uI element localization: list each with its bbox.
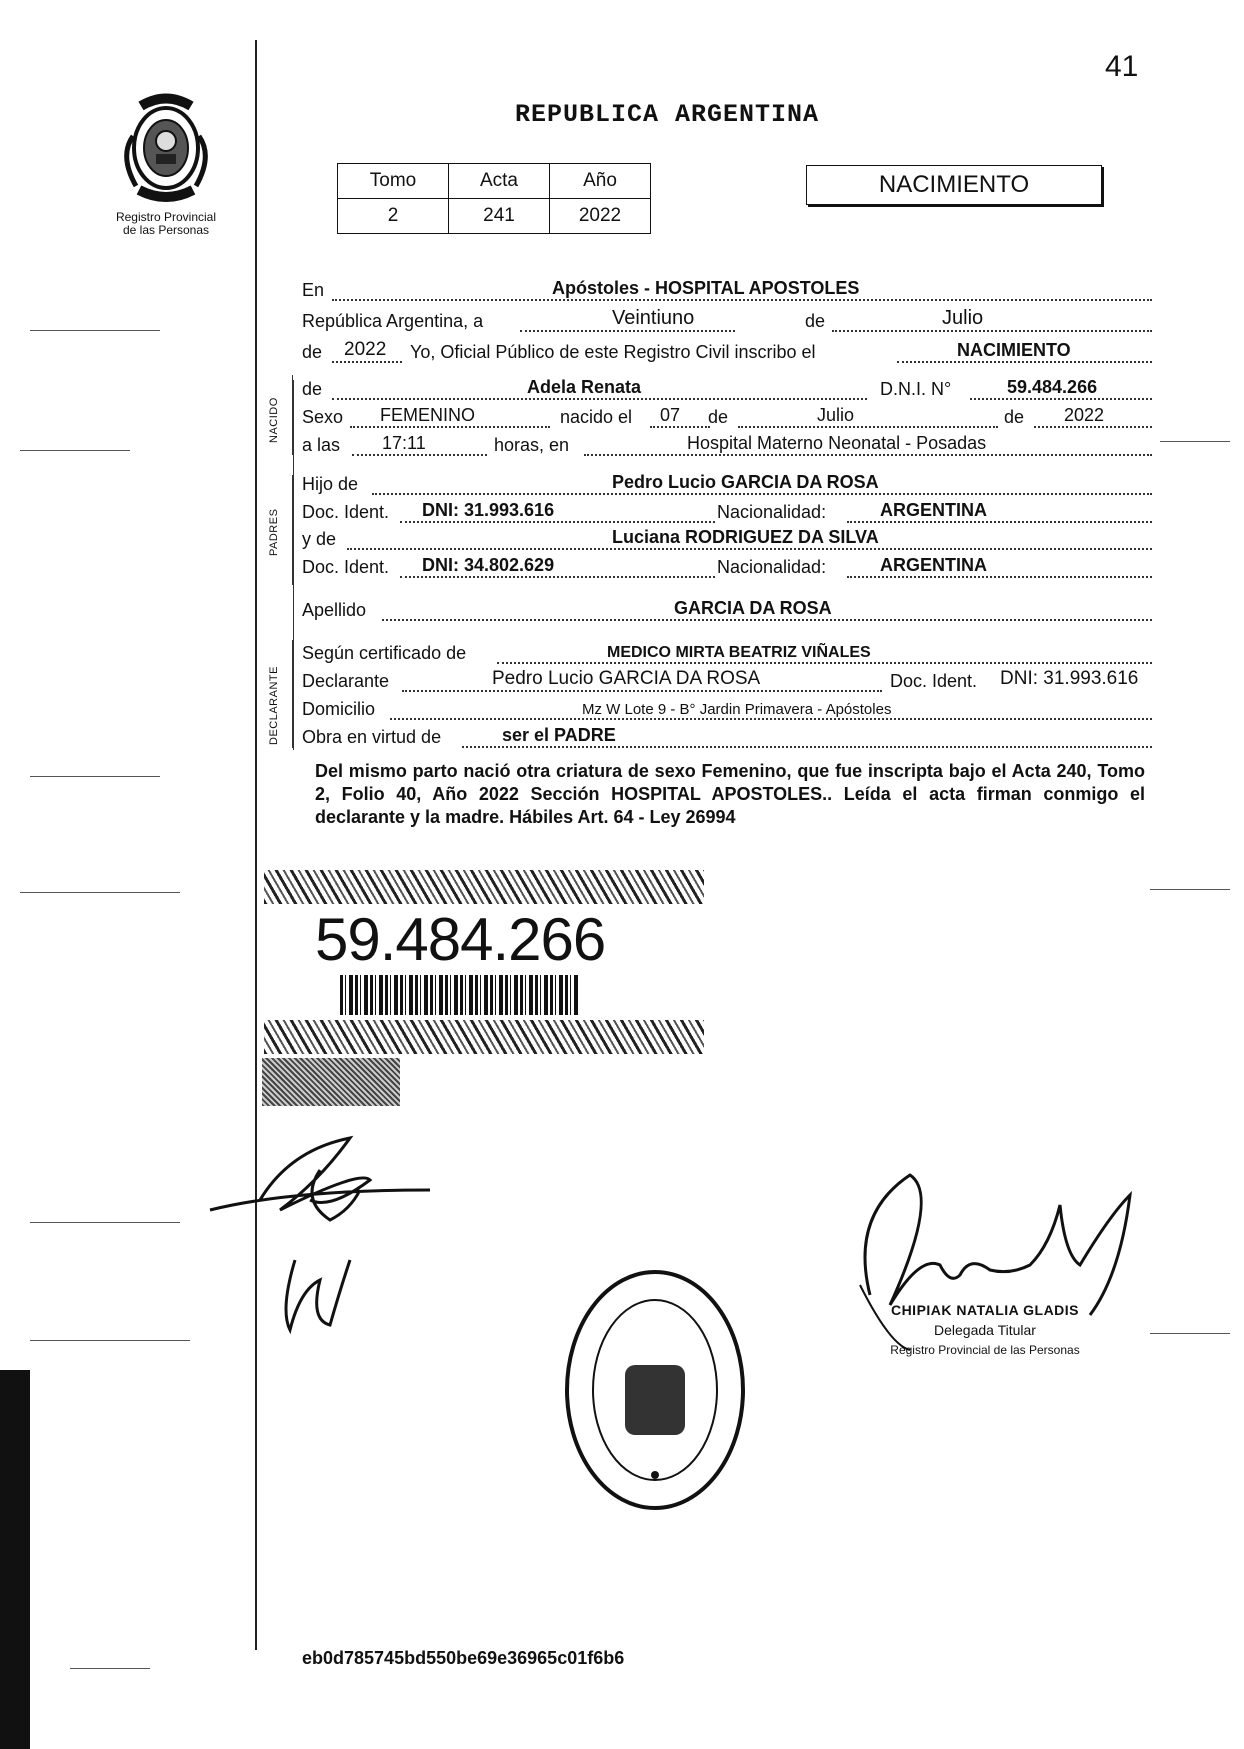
value-birth-place: Hospital Materno Neonatal - Posadas bbox=[687, 433, 987, 453]
value-declarant: Pedro Lucio GARCIA DA ROSA bbox=[492, 668, 761, 689]
side-label-declarante: DECLARANTE bbox=[268, 666, 280, 745]
margin-mark bbox=[30, 1222, 180, 1223]
margin-mark bbox=[1150, 1333, 1230, 1334]
value-dni: 59.484.266 bbox=[1007, 377, 1098, 397]
row-surname bbox=[302, 593, 1152, 625]
margin-mark bbox=[70, 1668, 150, 1669]
value-year: 2022 bbox=[344, 339, 387, 360]
label-declarante: Declarante bbox=[302, 671, 390, 691]
side-label-nacido: NACIDO bbox=[268, 397, 280, 443]
bracket-declarant bbox=[292, 640, 293, 748]
value-certificate: MEDICO MIRTA BEATRIZ VIÑALES bbox=[607, 644, 871, 661]
statement-text: Yo, Oficial Público de este Registro Civil inscribo el bbox=[410, 342, 816, 362]
row-year-statement bbox=[302, 335, 1152, 367]
value-father: Pedro Lucio GARCIA DA ROSA bbox=[612, 472, 879, 492]
label-nac-mother: Nacionalidad: bbox=[717, 557, 827, 577]
seal-stamp-icon bbox=[560, 1265, 750, 1515]
value-location: Apóstoles - HOSPITAL APOSTOLES bbox=[552, 278, 860, 298]
bracket-born bbox=[292, 375, 293, 455]
table-value-acta: 241 bbox=[449, 199, 550, 234]
official-org: Registro Provincial de las Personas bbox=[890, 1343, 1080, 1357]
dni-number-print: 59.484.266 bbox=[315, 906, 606, 973]
label-en: En bbox=[302, 280, 325, 300]
label-nacido: nacido el bbox=[560, 407, 633, 427]
value-father-doc: DNI: 31.993.616 bbox=[422, 500, 555, 520]
row-date-registration bbox=[302, 304, 1152, 336]
official-name: CHIPIAK NATALIA GLADIS bbox=[890, 1302, 1080, 1318]
row-time-place bbox=[302, 428, 1152, 460]
margin-mark bbox=[30, 1340, 190, 1341]
scan-edge bbox=[0, 1370, 30, 1749]
row-capacity bbox=[302, 720, 1152, 752]
section-rule bbox=[293, 380, 294, 750]
value-mother: Luciana RODRIGUEZ DA SILVA bbox=[612, 527, 879, 547]
value-name: Adela Renata bbox=[527, 377, 642, 397]
label-certificado: Según certificado de bbox=[302, 643, 467, 663]
label-horas: horas, en bbox=[494, 435, 570, 455]
label-dni: D.N.I. N° bbox=[880, 379, 952, 399]
margin-mark bbox=[20, 450, 130, 451]
value-mother-doc: DNI: 34.802.629 bbox=[422, 555, 555, 575]
value-declarant-doc: DNI: 31.993.616 bbox=[1000, 668, 1139, 689]
page-number: 41 bbox=[1105, 50, 1139, 83]
value-capacity: ser el PADRE bbox=[502, 725, 616, 745]
label-de-year: de bbox=[302, 342, 323, 362]
label-republica: República Argentina, a bbox=[302, 311, 484, 331]
table-value-ano: 2022 bbox=[550, 199, 651, 234]
label-domicilio: Domicilio bbox=[302, 699, 376, 719]
margin-mark bbox=[1160, 441, 1230, 442]
value-inscribe: NACIMIENTO bbox=[957, 340, 1071, 360]
margin-mark bbox=[30, 776, 160, 777]
record-type-box: NACIMIENTO bbox=[806, 165, 1102, 205]
table-header-ano: Año bbox=[550, 164, 651, 199]
official-block bbox=[870, 1300, 1100, 1360]
label-de-name: de bbox=[302, 379, 323, 399]
label-obra: Obra en virtud de bbox=[302, 727, 442, 747]
label-de-birth: de bbox=[708, 407, 729, 427]
additional-note: Del mismo parto nació otra criatura de sexo Femenino, que fue inscripta bajo el Acta 240, Tomo 2, Folio 40, Año 2022 Sección HOSPITAL APOSTOLES.. Leída el acta firman conmigo el declarante y la madre. Hábiles Art. 64 - Ley 26994 bbox=[315, 761, 1145, 827]
label-doc-mother: Doc. Ident. bbox=[302, 557, 390, 577]
label-alas: a las bbox=[302, 435, 341, 455]
document-title: REPUBLICA ARGENTINA bbox=[514, 100, 820, 129]
bracket-parents bbox=[292, 475, 293, 585]
margin-mark bbox=[1150, 889, 1230, 890]
value-surname: GARCIA DA ROSA bbox=[674, 598, 832, 618]
value-address: Mz W Lote 9 - B° Jardin Primavera - Apóstoles bbox=[582, 701, 892, 718]
value-time: 17:11 bbox=[382, 433, 426, 453]
label-yde: y de bbox=[302, 529, 337, 549]
value-day: Veintiuno bbox=[612, 307, 695, 329]
value-father-nationality: ARGENTINA bbox=[880, 500, 987, 520]
declarant-signature bbox=[200, 1130, 460, 1340]
table-header-acta: Acta bbox=[449, 164, 550, 199]
official-role: Delegada Titular bbox=[934, 1322, 1036, 1338]
label-declarante-doc: Doc. Ident. bbox=[890, 671, 978, 691]
logo-caption-line1: Registro Provincial bbox=[115, 210, 217, 224]
value-sexo: FEMENINO bbox=[380, 405, 476, 425]
value-birth-day: 07 bbox=[660, 405, 681, 425]
security-band-top bbox=[264, 870, 704, 904]
label-apellido: Apellido bbox=[302, 600, 367, 620]
label-nac-father: Nacionalidad: bbox=[717, 502, 827, 522]
label-de: de bbox=[805, 311, 826, 331]
label-hijo: Hijo de bbox=[302, 474, 359, 494]
label-de-year2: de bbox=[1004, 407, 1025, 427]
row-mother-doc bbox=[302, 550, 1152, 582]
value-month: Julio bbox=[942, 307, 984, 329]
document-hash: eb0d785745bd550be69e36965c01f6b6 bbox=[302, 1648, 625, 1668]
label-doc-father: Doc. Ident. bbox=[302, 502, 390, 522]
record-table bbox=[337, 163, 651, 234]
security-stamp bbox=[262, 1058, 400, 1106]
left-rule bbox=[255, 40, 257, 1650]
value-birth-month: Julio bbox=[817, 405, 855, 425]
logo-caption-line2: de las Personas bbox=[122, 223, 210, 237]
side-label-padres: PADRES bbox=[268, 508, 280, 556]
row-location bbox=[302, 273, 1152, 305]
value-mother-nationality: ARGENTINA bbox=[880, 555, 987, 575]
margin-mark bbox=[30, 330, 160, 331]
table-header-tomo: Tomo bbox=[338, 164, 449, 199]
table-value-tomo: 2 bbox=[338, 199, 449, 234]
official-seal bbox=[560, 1265, 750, 1520]
value-birth-year: 2022 bbox=[1064, 405, 1105, 425]
label-sexo: Sexo bbox=[302, 407, 344, 427]
security-band-bottom bbox=[264, 1020, 704, 1054]
barcode bbox=[340, 975, 580, 1015]
margin-mark bbox=[20, 892, 180, 893]
